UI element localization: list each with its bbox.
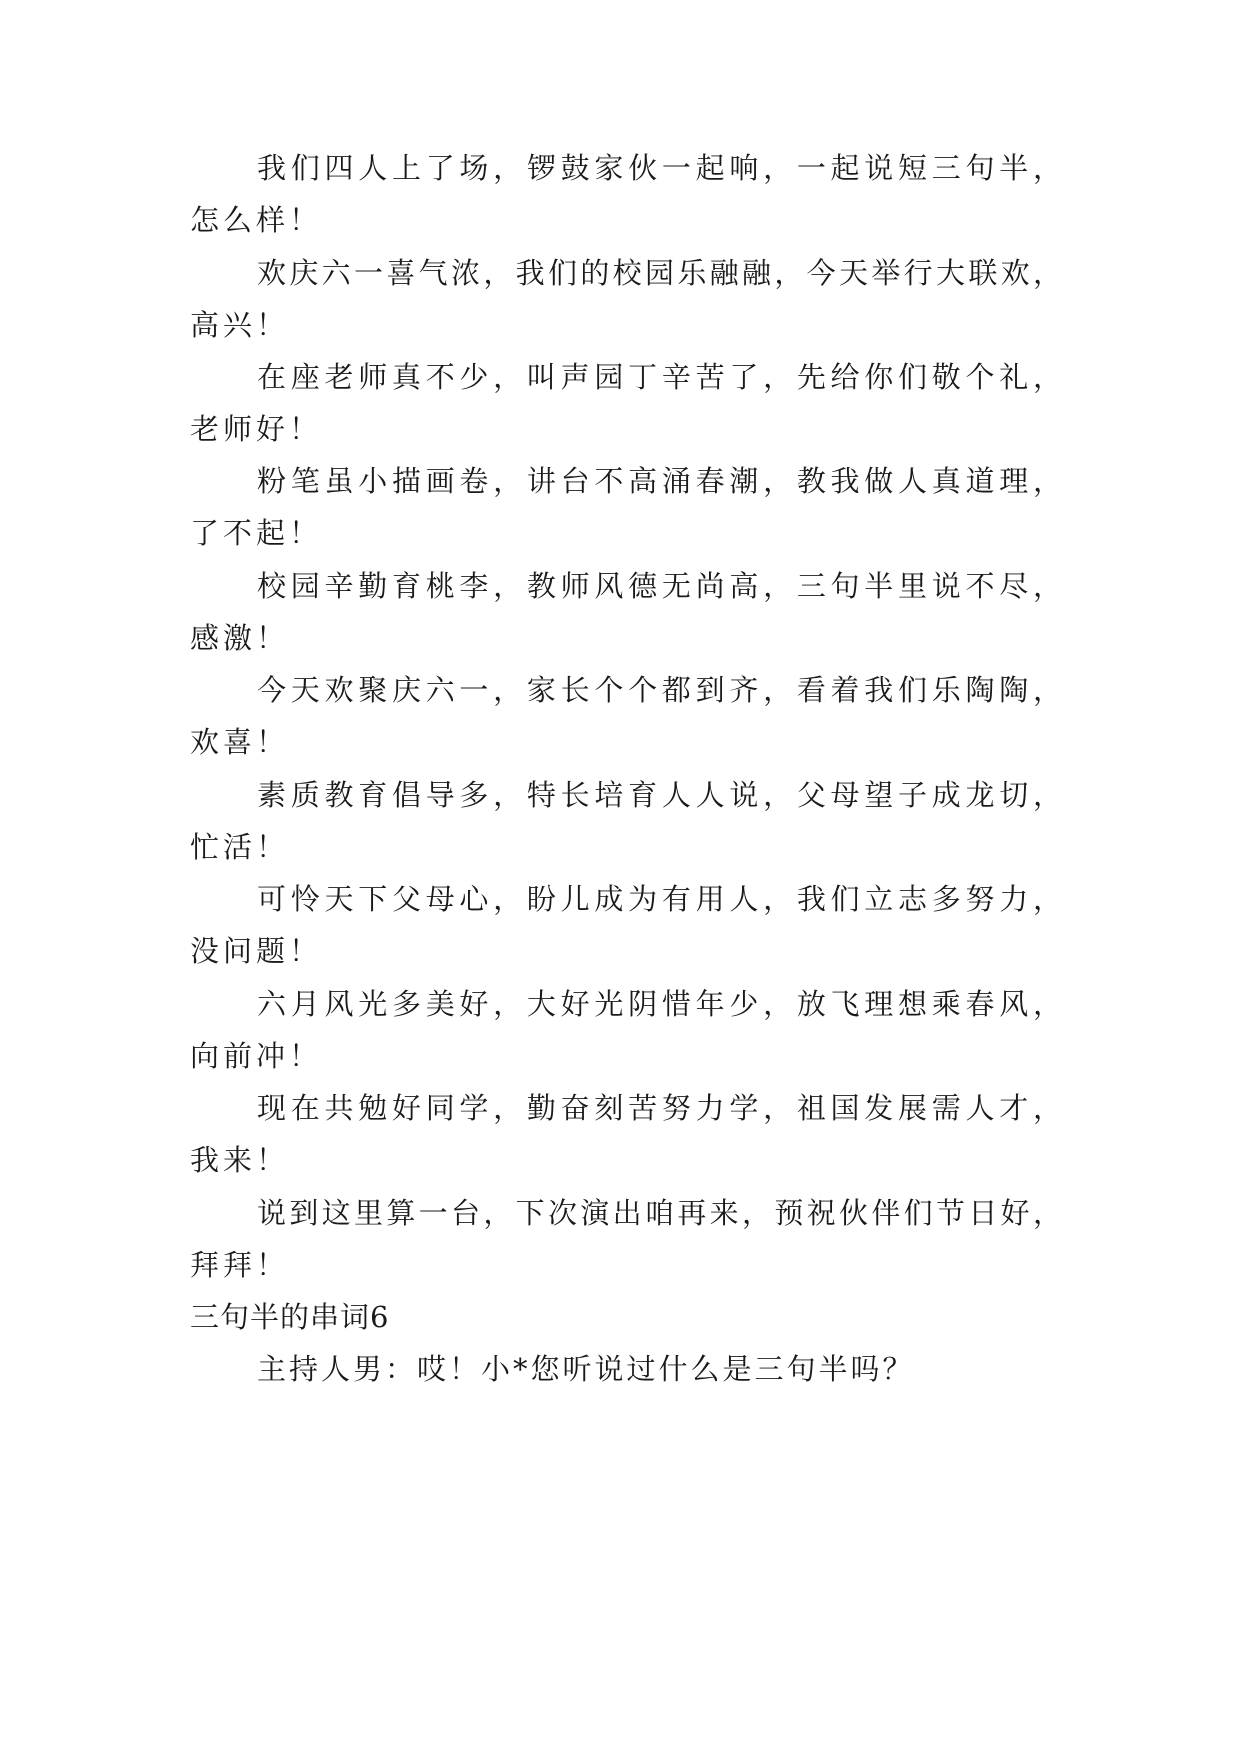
paragraph-7-line-1: 素质教育倡导多，特长培育人人说，父母望子成龙切， — [257, 778, 1062, 812]
paragraph-2-line-2: 高兴！ — [190, 308, 290, 342]
paragraph-5-line-1: 校园辛勤育桃李，教师风德无尚高，三句半里说不尽， — [257, 569, 1062, 603]
paragraph-3-line-2: 老师好！ — [190, 412, 323, 446]
paragraph-4-line-2: 了不起！ — [190, 516, 323, 550]
paragraph-8-line-1: 可怜天下父母心，盼儿成为有用人，我们立志多努力， — [257, 882, 1062, 916]
paragraph-11-line-1: 说到这里算一台，下次演出咱再来，预祝伙伴们节日好， — [257, 1196, 1062, 1230]
paragraph-9-line-2: 向前冲！ — [190, 1039, 323, 1073]
paragraph-10-line-1: 现在共勉好同学，勤奋刻苦努力学，祖国发展需人才， — [257, 1091, 1062, 1125]
host-line: 主持人男：哎！小*您听说过什么是三句半吗？ — [257, 1352, 915, 1386]
paragraph-1-line-1: 我们四人上了场，锣鼓家伙一起响，一起说短三句半， — [257, 151, 1062, 185]
paragraph-8-line-2: 没问题！ — [190, 934, 323, 968]
section-title: 三句半的串词6 — [190, 1300, 390, 1334]
paragraph-7-line-2: 忙活！ — [190, 830, 290, 864]
paragraph-6-line-2: 欢喜！ — [190, 725, 290, 759]
paragraph-6-line-1: 今天欢聚庆六一，家长个个都到齐，看着我们乐陶陶， — [257, 673, 1062, 707]
paragraph-4-line-1: 粉笔虽小描画卷，讲台不高涌春潮，教我做人真道理， — [257, 464, 1062, 498]
paragraph-10-line-2: 我来！ — [190, 1143, 290, 1177]
paragraph-2-line-1: 欢庆六一喜气浓，我们的校园乐融融，今天举行大联欢， — [257, 256, 1062, 290]
paragraph-11-line-2: 拜拜！ — [190, 1248, 290, 1282]
paragraph-1-line-2: 怎么样！ — [190, 203, 323, 237]
paragraph-9-line-1: 六月风光多美好，大好光阴惜年少，放飞理想乘春风， — [257, 987, 1062, 1021]
paragraph-5-line-2: 感激！ — [190, 621, 290, 655]
paragraph-3-line-1: 在座老师真不少，叫声园丁辛苦了，先给你们敬个礼， — [257, 360, 1062, 394]
